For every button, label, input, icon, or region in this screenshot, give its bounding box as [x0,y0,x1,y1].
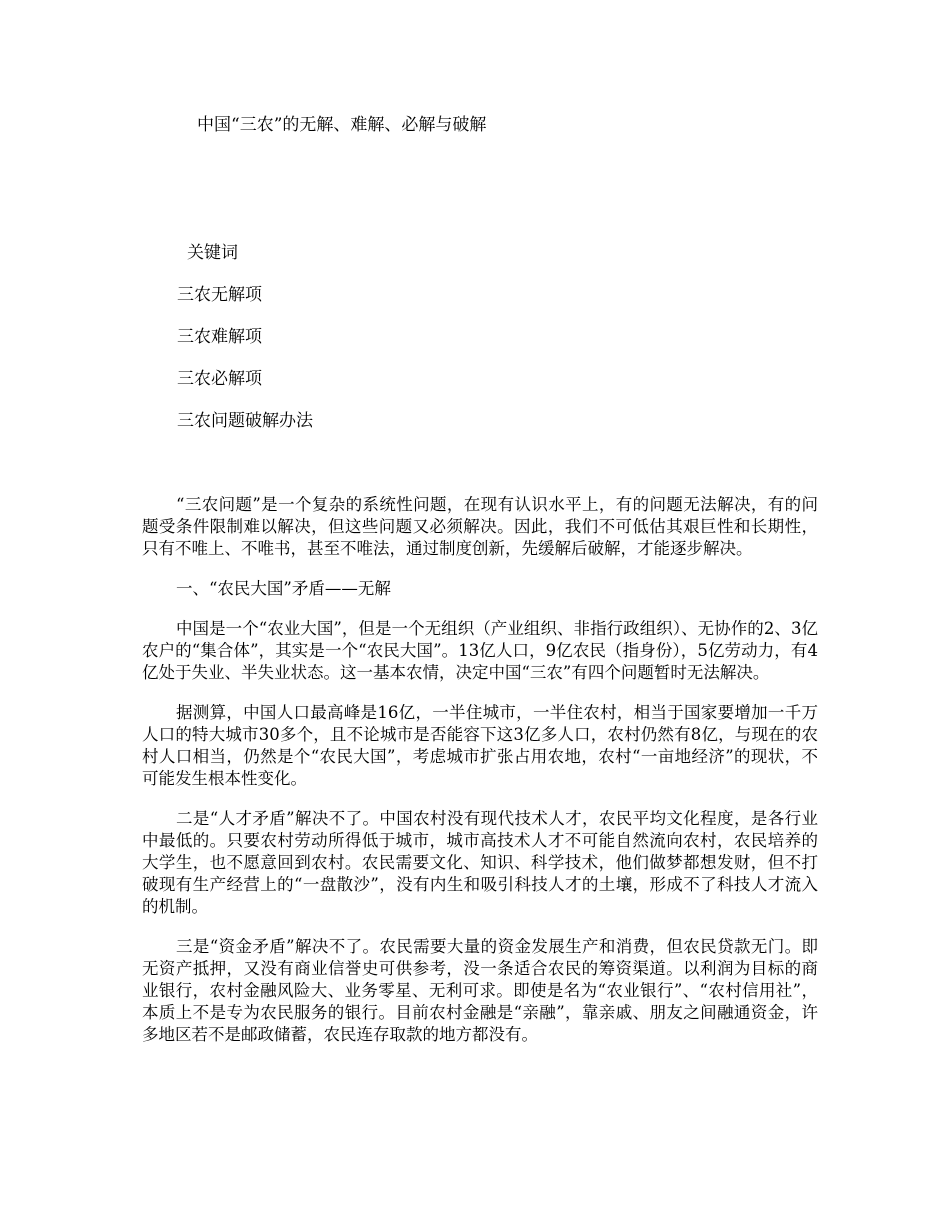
paragraph: 三是“资金矛盾”解决不了。农民需要大量的资金发展生产和消费，但农民贷款无门。即无资产抵押，又没有商业信誉史可供参考，没一条适合农民的筹资渠道。以利润为目标的商业银行，农村金融风险大、业务零星、无利可求。即使是名为“农业银行”、“农村信用社”，本质上不是专为农民服务的银行。目前农村金融是“亲融”，靠亲戚、朋友之间融通资金，许多地区若不是邮政储蓄，农民连存取款的地方都没有。 [142,937,818,1044]
section-heading: 一、“农民大国”矛盾——无解 [176,579,391,598]
keywords-heading: 关键词 [187,243,238,263]
keyword-item: 三农无解项 [177,285,262,305]
keywords-list [177,284,313,452]
document-title: 中国“三农”的无解、难解、必解与破解 [197,115,487,135]
paragraph: 二是“人才矛盾”解决不了。中国农村没有现代技术人才，农民平均文化程度，是各行业中最低的。只要农村劳动所得低于城市，城市高技术人才不可能自然流向农村，农民培养的大学生，也不愿意回到农村。农民需要文化、知识、科学技术，他们做梦都想发财，但不打破现有生产经营上的“一盘散沙”，没有内生和吸引科技人才的土壤，形成不了科技人才流入的机制。 [142,809,818,916]
paragraph: 据测算，中国人口最高峰是16亿，一半住城市，一半住农村，相当于国家要增加一千万人口的特大城市30多个，且不论城市是否能容下这3亿多人口，农村仍然有8亿，与现在的农村人口相当，仍然是个“农民大国”，考虑城市扩张占用农地，农村“一亩地经济”的现状，不可能发生根本性变化。 [142,703,818,788]
keyword-item: 三农难解项 [177,327,262,347]
keyword-item: 三农必解项 [177,369,262,389]
paragraph-intro: “三农问题”是一个复杂的系统性问题，在现有认识水平上，有的问题无法解决，有的问题受条件限制难以解决，但这些问题又必须解决。因此，我们不可低估其艰巨性和长期性，只有不唯上、不唯书，甚至不唯法，通过制度创新，先缓解后破解，才能逐步解决。 [142,495,818,558]
keyword-item: 三农问题破解办法 [177,411,313,431]
paragraph: 中国是一个“农业大国”，但是一个无组织（产业组织、非指行政组织）、无协作的2、3亿农户的“集合体”，其实是一个“农民大国”。13亿人口，9亿农民（指身份），5亿劳动力，有4亿处于失业、半失业状态。这一基本农情，决定中国“三农”有四个问题暂时无法解决。 [142,619,818,682]
document-body [142,494,818,1064]
